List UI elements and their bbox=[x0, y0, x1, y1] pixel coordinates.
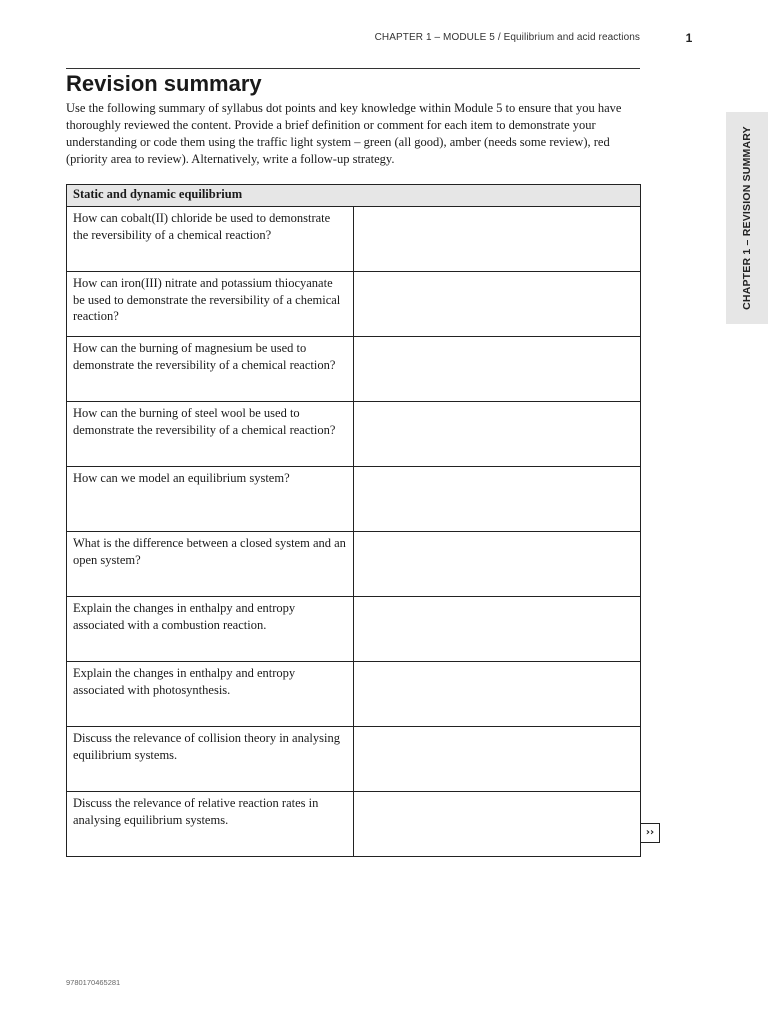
answer-cell[interactable] bbox=[354, 272, 641, 337]
question-cell: How can the burning of magnesium be used to demonstrate the reversibility of a chemical reaction? bbox=[67, 337, 354, 402]
answer-cell[interactable] bbox=[354, 792, 641, 857]
table-row bbox=[67, 662, 641, 727]
table-row bbox=[67, 207, 641, 272]
answer-cell[interactable] bbox=[354, 727, 641, 792]
answer-cell[interactable] bbox=[354, 662, 641, 727]
question-cell: How can the burning of steel wool be used to demonstrate the reversibility of a chemical reaction? bbox=[67, 402, 354, 467]
chapter-side-tab bbox=[726, 112, 768, 324]
intro-paragraph: Use the following summary of syllabus dot points and key knowledge within Module 5 to ensure that you have thoroughly reviewed the content. Provide a brief definition or comment for each item to demonstrate your understanding or code them using the traffic light system – green (all good), amber (needs some review), red (priority area to review). Alternatively, write a follow-up strategy. bbox=[66, 101, 622, 166]
answer-cell[interactable] bbox=[354, 467, 641, 532]
answer-cell[interactable] bbox=[354, 402, 641, 467]
table-row bbox=[67, 792, 641, 857]
question-cell: How can we model an equilibrium system? bbox=[67, 467, 354, 532]
table-row bbox=[67, 727, 641, 792]
question-cell: How can iron(III) nitrate and potassium thiocyanate be used to demonstrate the reversibility of a chemical reaction? bbox=[67, 272, 354, 337]
answer-cell[interactable] bbox=[354, 597, 641, 662]
table-section-heading: Static and dynamic equilibrium bbox=[67, 185, 641, 207]
table-row bbox=[67, 337, 641, 402]
table-row bbox=[67, 597, 641, 662]
table-row bbox=[67, 467, 641, 532]
table-header-row bbox=[67, 185, 641, 207]
table-row bbox=[67, 402, 641, 467]
question-cell: Explain the changes in enthalpy and entropy associated with photosynthesis. bbox=[67, 662, 354, 727]
page-title: Revision summary bbox=[66, 71, 262, 96]
question-cell: Discuss the relevance of relative reaction rates in analysing equilibrium systems. bbox=[67, 792, 354, 857]
running-header: CHAPTER 1 – MODULE 5 / Equilibrium and acid reactions bbox=[374, 32, 640, 43]
question-cell: Explain the changes in enthalpy and entropy associated with a combustion reaction. bbox=[67, 597, 354, 662]
answer-cell[interactable] bbox=[354, 337, 641, 402]
answer-cell[interactable] bbox=[354, 532, 641, 597]
header-rule bbox=[66, 68, 640, 69]
side-tab-label: CHAPTER 1 – REVISION SUMMARY bbox=[741, 126, 753, 310]
table-body bbox=[67, 207, 641, 857]
footer-isbn: 9780170465281 bbox=[66, 978, 121, 987]
question-cell: Discuss the relevance of collision theory in analysing equilibrium systems. bbox=[67, 727, 354, 792]
question-cell: How can cobalt(II) chloride be used to demonstrate the reversibility of a chemical reaction? bbox=[67, 207, 354, 272]
page-number: 1 bbox=[685, 31, 693, 45]
question-cell: What is the difference between a closed system and an open system? bbox=[67, 532, 354, 597]
answer-cell[interactable] bbox=[354, 207, 641, 272]
table-row bbox=[67, 272, 641, 337]
revision-table bbox=[66, 184, 641, 857]
table-row bbox=[67, 532, 641, 597]
continue-marker: ›› bbox=[640, 823, 660, 843]
